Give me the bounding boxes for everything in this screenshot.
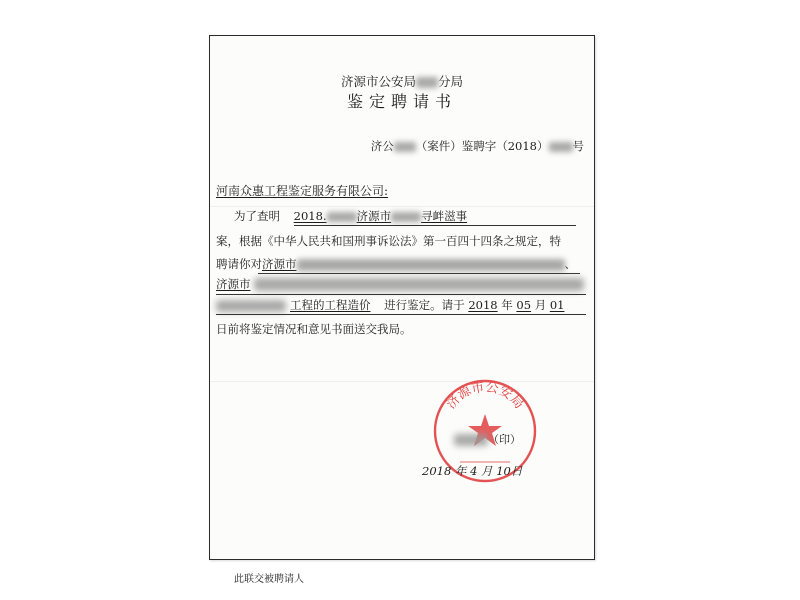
document-number <box>371 138 584 154</box>
appraisal-item: 工程的工程造价 <box>290 298 371 312</box>
redacted-block <box>549 142 573 152</box>
addressee: 河南众惠工程鉴定服务有限公司: <box>216 184 389 198</box>
case-type: 寻衅滋事 <box>421 209 468 223</box>
deadline-day: 01 <box>549 298 565 312</box>
case-name <box>294 209 467 223</box>
line3-suffix: 、 <box>564 257 576 271</box>
line1-prefix: 为了查明 <box>234 209 280 223</box>
seal-text: 济源市公安局 <box>443 379 527 413</box>
seal-mark: （印） <box>488 433 521 446</box>
underline-rule <box>294 225 576 226</box>
sign-date: 2018 年 4 月 10日 <box>422 464 523 478</box>
footer-note: 此联交被聘请人 <box>234 574 304 585</box>
underline-rule <box>216 314 586 315</box>
doc-no-middle: （案件）鉴聘字（2018） <box>415 139 549 153</box>
line3-value: 济源市 <box>262 257 297 271</box>
deadline-year: 2018 <box>468 298 498 312</box>
body-line-3 <box>216 256 576 272</box>
case-city: 济源市 <box>356 209 392 223</box>
year-label: 年 <box>501 298 513 312</box>
redacted-block <box>394 142 416 152</box>
redacted-block <box>297 259 565 271</box>
underline-rule <box>258 273 580 274</box>
issuing-department <box>210 72 594 90</box>
redacted-block <box>327 212 357 222</box>
line3-prefix: 聘请你对 <box>216 257 262 271</box>
redacted-block <box>216 300 286 312</box>
redacted-block <box>254 278 584 291</box>
doc-no-prefix: 济公 <box>370 139 394 153</box>
line4-value: 济源市 <box>216 277 251 291</box>
fold-line <box>210 206 594 207</box>
redacted-block <box>416 77 438 88</box>
document-page <box>209 35 595 560</box>
body-line-2: 案，根据《中华人民共和国刑事诉讼法》第一百四十四条之规定，特 <box>216 234 561 248</box>
department-name: 济源市公安局 <box>340 74 416 89</box>
month-label: 月 <box>534 298 547 312</box>
underline-rule <box>216 294 586 295</box>
department-suffix: 分局 <box>438 74 464 89</box>
redacted-block <box>454 434 488 446</box>
body-line-6: 日前将鉴定情况和意见书面送交我局。 <box>216 322 412 336</box>
line5-mid: 进行鉴定。请于 <box>384 298 465 312</box>
body-line-5 <box>290 297 565 313</box>
body-line-1 <box>234 208 467 224</box>
redacted-block <box>391 212 421 222</box>
case-date: 2018. <box>293 209 327 223</box>
doc-no-suffix: 号 <box>572 139 584 153</box>
deadline-month: 05 <box>516 298 532 312</box>
document-title: 鉴定聘请书 <box>346 92 457 111</box>
body-line-4 <box>216 276 251 292</box>
